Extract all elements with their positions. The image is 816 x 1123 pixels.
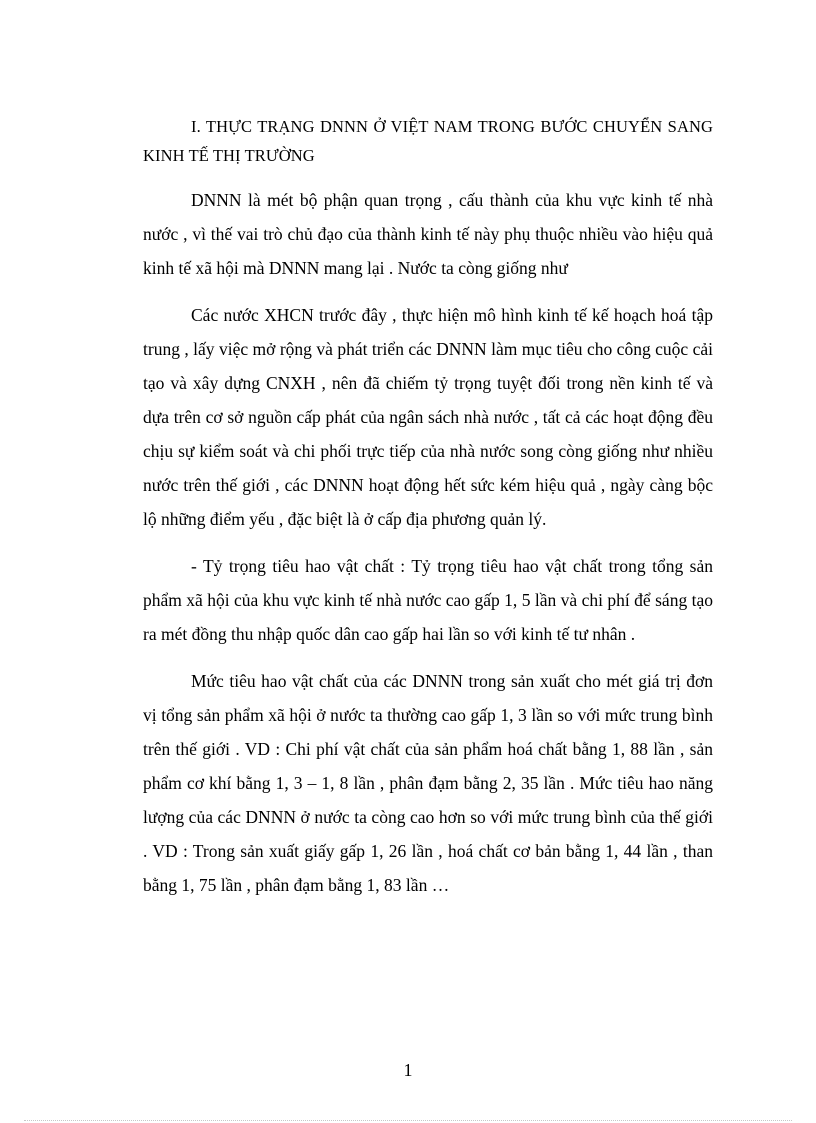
paragraph-4: Mức tiêu hao vật chất của các DNNN trong sản xuất cho mét giá trị đơn vị tổng sản phẩm xã hội ở nước ta thường cao gấp 1, 3 lần so với mức trung bình trên thế giới . VD : Chi phí vật chất của sản phẩm hoá chất bằng 1, 88 lần , sản phẩm cơ khí bằng 1, 3 – 1, 8 lần , phân đạm bằng 2, 35 lần . Mức tiêu hao năng lượng của các DNNN ở nước ta còng cao hơn so với mức trung bình của thế giới . VD : Trong sản xuất giấy gấp 1, 26 lần , hoá chất cơ bản bằng 1, 44 lần , than bằng 1, 75 lần , phân đạm bằng 1, 83 lần … — [143, 671, 713, 895]
paragraph-3: - Tỷ trọng tiêu hao vật chất : Tỷ trọng tiêu hao vật chất trong tổng sản phẩm xã hội của khu vực kinh tế nhà nước cao gấp 1, 5 lần và chi phí để sáng tạo ra mét đồng thu nhập quốc dân cao gấp hai lần so với kinh tế tư nhân . — [143, 556, 713, 644]
paragraph-2: Các nước XHCN trước đây , thực hiện mô hình kinh tế kế hoạch hoá tập trung , lấy việc mở rộng và phát triển các DNNN làm mục tiêu cho công cuộc cải tạo và xây dựng CNXH , nên đã chiếm tỷ trọng tuyệt đối trong nền kinh tế và dựa trên cơ sở nguồn cấp phát của ngân sách nhà nước , tất cả các hoạt động đều chịu sự kiểm soát và chi phối trực tiếp của nhà nước song còng giống như nhiều nước trên thế giới , các DNNN hoạt động hết sức kém hiệu quả , ngày càng bộc lộ những điểm yếu , đặc biệt là ở cấp địa phương quản lý. — [143, 305, 713, 529]
paragraph-1: DNNN là mét bộ phận quan trọng , cấu thành của khu vực kinh tế nhà nước , vì thế vai trò chủ đạo của thành kinh tế này phụ thuộc nhiều vào hiệu quả kinh tế xã hội mà DNNN mang lại . Nước ta còng giống như — [143, 190, 713, 278]
page-bottom-divider — [24, 1120, 792, 1121]
page-number: 1 — [403, 1060, 413, 1080]
section-heading: I. THỰC TRẠNG DNNN Ở VIỆT NAM TRONG BƯỚC CHUYỂN SANG KINH TẾ THỊ TRƯỜNG — [143, 117, 713, 165]
page-content — [143, 112, 713, 902]
